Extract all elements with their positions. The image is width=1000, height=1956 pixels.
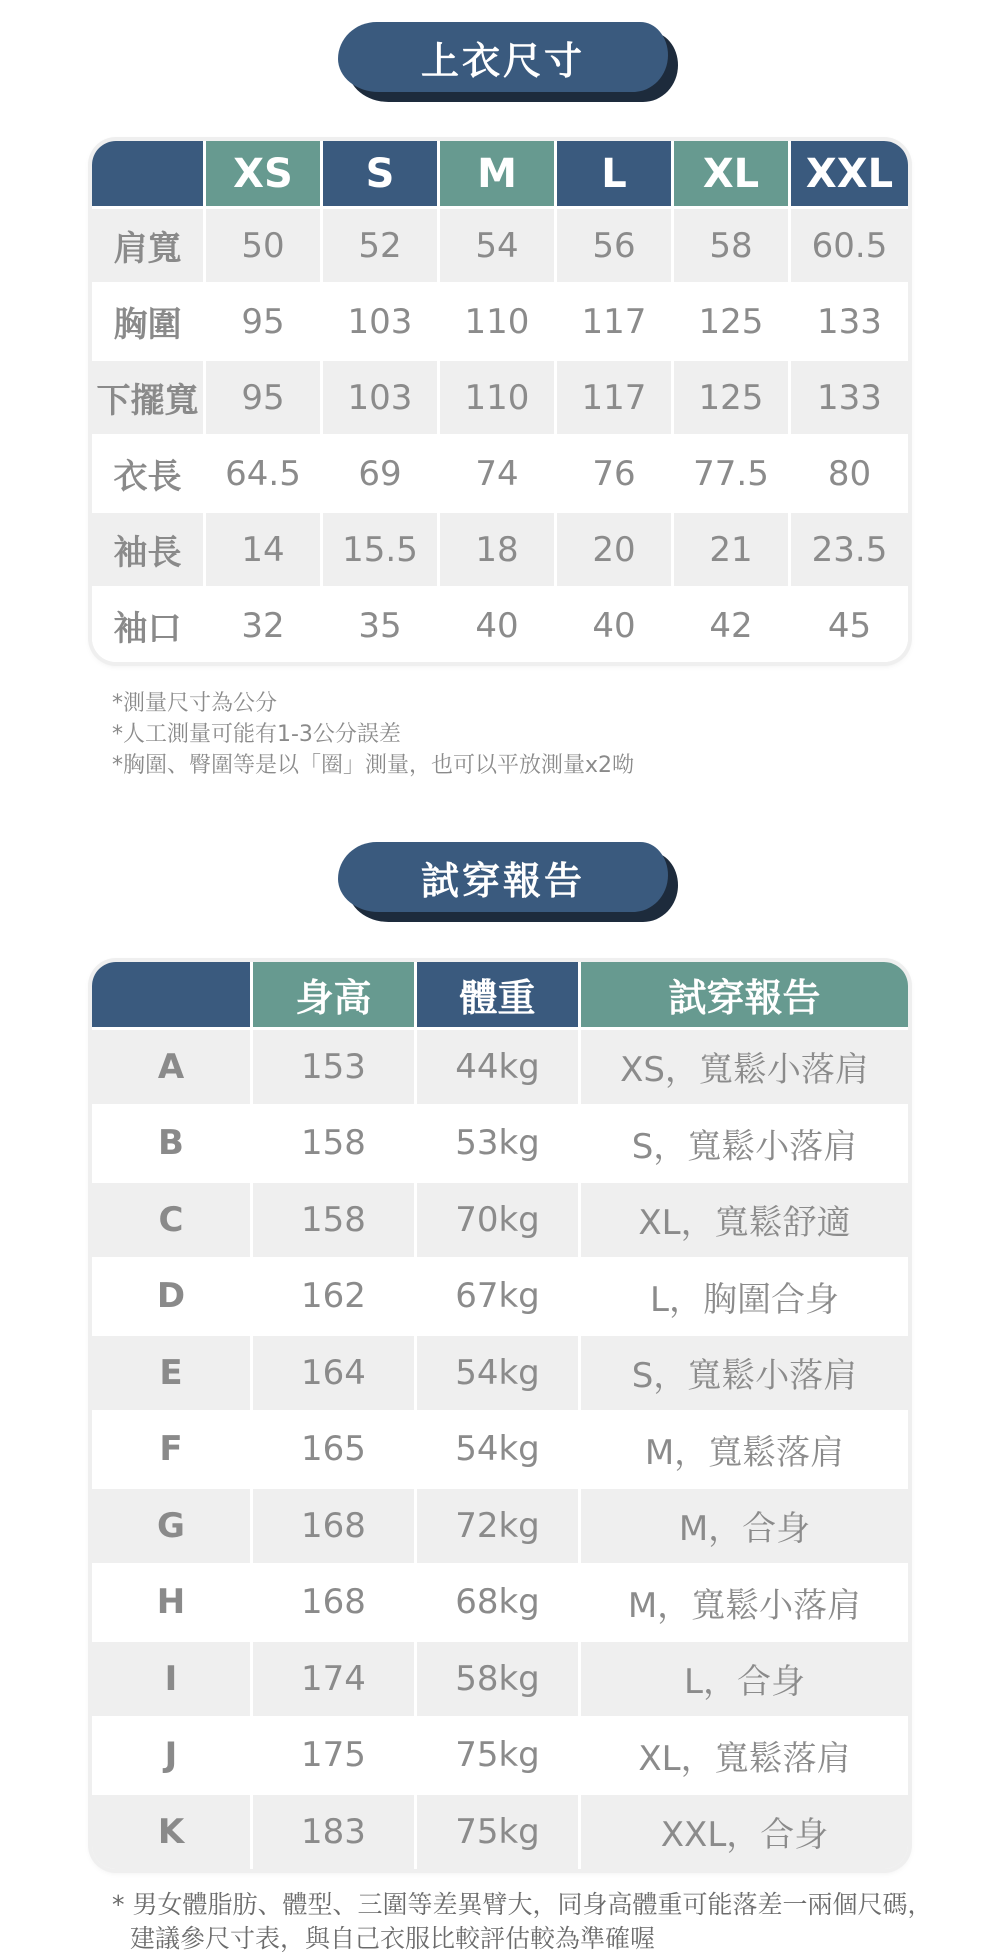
footnote-line: * 男女體脂肪、體型、三圍等差異臂大，同身高體重可能落差一兩個尺碼， (112, 1890, 933, 1919)
size-table-row (92, 586, 908, 662)
report-weight-cell: 75kg (417, 1719, 581, 1793)
size-cell: 133 (817, 301, 882, 342)
report-row-id: H (92, 1566, 253, 1640)
size-cell: 21 (674, 513, 791, 586)
size-cell: 58 (674, 209, 791, 282)
report-header-report: 試穿報告 (581, 962, 908, 1027)
report-row-id: F (92, 1413, 253, 1487)
report-weight-cell: 53kg (417, 1107, 581, 1181)
size-notes (112, 688, 634, 781)
report-result-cell: XL，寬鬆舒適 (638, 1203, 851, 1244)
report-result-cell: XL，寬鬆落肩 (638, 1738, 851, 1779)
report-row-id: E (92, 1336, 253, 1410)
size-table-row (92, 206, 908, 282)
size-note: *測量尺寸為公分 (112, 691, 278, 716)
size-cell: 14 (206, 513, 323, 586)
report-weight-cell: 70kg (417, 1183, 581, 1257)
size-cell: 15.5 (323, 513, 440, 586)
size-header-corner (92, 141, 206, 206)
report-result-cell: XXL，合身 (660, 1815, 829, 1856)
size-cell: 125 (674, 285, 791, 358)
size-row-label: 胸圍 (92, 285, 206, 358)
report-table-row (92, 1333, 908, 1410)
size-table (92, 141, 908, 662)
size-cell: 54 (440, 209, 557, 282)
size-header-l: L (557, 141, 674, 206)
size-cell: 117 (557, 361, 674, 434)
size-row-label: 肩寬 (92, 209, 206, 282)
report-height-cell: 164 (253, 1336, 417, 1410)
report-table-row (92, 1716, 908, 1793)
report-row-id: A (92, 1030, 253, 1104)
size-header-xs: XS (206, 141, 323, 206)
report-row-id: C (92, 1183, 253, 1257)
size-cell: 64.5 (206, 437, 323, 510)
report-table-row (92, 1563, 908, 1640)
report-footnote (112, 1888, 932, 1956)
size-table-row (92, 510, 908, 586)
report-weight-cell: 44kg (417, 1030, 581, 1104)
size-row-label: 衣長 (92, 437, 206, 510)
size-note: *胸圍、臀圍等是以「圈」測量，也可以平放測量x2呦 (112, 753, 635, 778)
size-table-row (92, 282, 908, 358)
report-weight-cell: 75kg (417, 1795, 581, 1869)
size-cell: 45 (827, 605, 872, 646)
report-weight-cell: 54kg (417, 1413, 581, 1487)
report-table-row (92, 1639, 908, 1716)
report-weight-cell: 58kg (417, 1642, 581, 1716)
size-title-badge (338, 22, 674, 102)
size-cell: 95 (206, 361, 323, 434)
report-row-id: J (92, 1719, 253, 1793)
report-result-cell: S，寬鬆小落肩 (631, 1126, 858, 1167)
report-table-row (92, 1410, 908, 1487)
size-cell: 35 (323, 589, 440, 662)
size-cell: 32 (206, 589, 323, 662)
size-cell: 60.5 (811, 225, 888, 266)
report-title-badge (338, 842, 674, 922)
report-table-row (92, 1027, 908, 1104)
size-row-label: 袖長 (92, 513, 206, 586)
size-cell: 40 (440, 589, 557, 662)
report-table-row (92, 1104, 908, 1181)
size-cell: 40 (557, 589, 674, 662)
report-weight-cell: 54kg (417, 1336, 581, 1410)
size-cell: 74 (440, 437, 557, 510)
size-cell: 103 (323, 285, 440, 358)
report-header-corner (92, 962, 253, 1027)
report-result-cell: S，寬鬆小落肩 (631, 1356, 858, 1397)
size-cell: 103 (323, 361, 440, 434)
report-result-cell: L，胸圍合身 (650, 1279, 839, 1320)
size-cell: 110 (440, 285, 557, 358)
size-header-m: M (440, 141, 557, 206)
size-cell: 125 (674, 361, 791, 434)
size-cell: 69 (323, 437, 440, 510)
report-header-height: 身高 (253, 962, 417, 1027)
report-table-header (92, 962, 908, 1027)
size-table-header (92, 141, 908, 206)
report-result-cell: M，合身 (678, 1509, 811, 1550)
footnote-line: 建議參尺寸表，與自己衣服比較評估較為準確喔 (130, 1924, 656, 1953)
size-section-title: 上衣尺寸 (338, 22, 668, 92)
report-table-row (92, 1792, 908, 1869)
report-height-cell: 183 (253, 1795, 417, 1869)
report-height-cell: 153 (253, 1030, 417, 1104)
report-height-cell: 168 (253, 1489, 417, 1563)
report-weight-cell: 72kg (417, 1489, 581, 1563)
size-row-label: 下擺寬 (92, 361, 206, 434)
size-cell: 95 (206, 285, 323, 358)
report-weight-cell: 68kg (417, 1566, 581, 1640)
report-row-id: I (92, 1642, 253, 1716)
report-header-weight: 體重 (417, 962, 581, 1027)
size-cell: 117 (557, 285, 674, 358)
size-cell: 20 (557, 513, 674, 586)
report-result-cell: M，寬鬆小落肩 (627, 1585, 862, 1626)
size-cell: 42 (674, 589, 791, 662)
size-cell: 50 (206, 209, 323, 282)
size-cell: 52 (323, 209, 440, 282)
size-header-s: S (323, 141, 440, 206)
size-row-label: 袖口 (92, 589, 206, 662)
report-row-id: D (92, 1260, 253, 1334)
size-cell: 76 (557, 437, 674, 510)
report-height-cell: 158 (253, 1183, 417, 1257)
report-result-cell: XS，寬鬆小落肩 (620, 1050, 869, 1091)
size-note: *人工測量可能有1-3公分誤差 (112, 722, 401, 747)
report-height-cell: 158 (253, 1107, 417, 1181)
size-header-xxl: XXL (791, 141, 908, 206)
report-table (92, 962, 908, 1869)
size-cell: 133 (817, 377, 882, 418)
report-result-cell: L，合身 (684, 1662, 805, 1703)
size-header-xl: XL (674, 141, 791, 206)
report-height-cell: 168 (253, 1566, 417, 1640)
report-height-cell: 174 (253, 1642, 417, 1716)
size-table-row (92, 358, 908, 434)
report-row-id: G (92, 1489, 253, 1563)
size-cell: 18 (440, 513, 557, 586)
size-cell: 56 (557, 209, 674, 282)
report-section-title: 試穿報告 (338, 842, 668, 912)
size-cell: 80 (827, 453, 872, 494)
report-height-cell: 165 (253, 1413, 417, 1487)
size-table-row (92, 434, 908, 510)
size-cell: 110 (440, 361, 557, 434)
size-cell: 77.5 (674, 437, 791, 510)
report-height-cell: 175 (253, 1719, 417, 1793)
report-weight-cell: 67kg (417, 1260, 581, 1334)
report-table-row (92, 1180, 908, 1257)
report-result-cell: M，寬鬆落肩 (644, 1432, 845, 1473)
report-table-row (92, 1486, 908, 1563)
size-cell: 23.5 (811, 529, 888, 570)
report-table-row (92, 1257, 908, 1334)
report-row-id: K (92, 1795, 253, 1869)
report-height-cell: 162 (253, 1260, 417, 1334)
report-row-id: B (92, 1107, 253, 1181)
